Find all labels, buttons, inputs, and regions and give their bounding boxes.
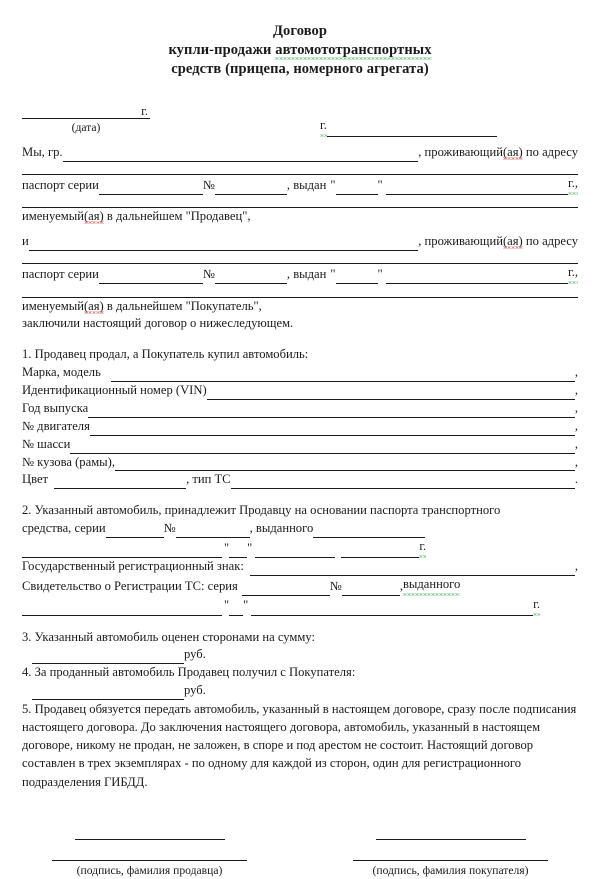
seller-issue-quote-open: " [330, 177, 336, 192]
section2-heading-line1: 2. Указанный автомобиль, принадлежит Продавцу на основании паспорта транспортного [22, 503, 501, 518]
section3-heading: 3. Указанный автомобиль оценен сторонами на сумму: [22, 629, 315, 644]
seller-issue-quote-close: " [377, 177, 383, 192]
field-engine [22, 418, 578, 436]
seller-issue-authority-input[interactable] [386, 183, 568, 195]
seller-residing-tail: по адресу [522, 144, 578, 159]
document-title [0, 0, 600, 79]
pts-date-quote-open: " [224, 540, 230, 555]
pts-number-input[interactable] [176, 526, 250, 538]
title-line-2-plain: купли-продажи [168, 41, 276, 58]
field-marka-input[interactable] [111, 370, 575, 382]
seller-name-row [22, 144, 578, 162]
certificate-issuer-continuation-input[interactable] [22, 603, 222, 615]
certificate-number-input[interactable] [342, 584, 400, 596]
certificate-row [22, 576, 578, 596]
seller-passport-extra-input[interactable] [22, 196, 578, 208]
title-line-3: средств (прицепа, номерного агрегата) [171, 60, 429, 77]
buyer-signature-block [353, 821, 548, 879]
seller-signature-line[interactable] [75, 821, 225, 840]
buyer-residing-label [418, 233, 578, 251]
spacer-before-section1 [22, 333, 578, 346]
buyer-designation-spell: (ая) [83, 298, 104, 313]
field-color-label: Цвет [22, 472, 49, 487]
buyer-residing-spell: (ая) [502, 234, 523, 249]
buyer-passport-label: паспорт серии [22, 267, 99, 282]
certificate-issued-label: выданного [403, 576, 460, 596]
buyer-issued-label: , выдан [286, 267, 327, 282]
buyer-passport-series-input[interactable] [99, 272, 203, 284]
pts-date-year-input[interactable] [341, 546, 419, 558]
seller-address-input[interactable] [22, 163, 578, 175]
certificate-date-quote-close: " [243, 598, 249, 613]
buyer-address-input[interactable] [22, 252, 578, 264]
certificate-date-day-input[interactable] [229, 603, 243, 615]
section2-pts-row [22, 520, 578, 538]
section4-heading: 4. За проданный автомобиль Продавец получил с Покупателя: [22, 665, 356, 680]
field-vin [22, 382, 578, 400]
buyer-designation-plain: именуемый [22, 298, 84, 313]
field-engine-input[interactable] [90, 424, 575, 436]
signature-area [22, 791, 578, 879]
buyer-passport-extra-input[interactable] [22, 285, 578, 297]
seller-passport-number-sign: № [202, 178, 215, 193]
field-year-label: Год выпуска [22, 400, 89, 415]
pts-series-input[interactable] [106, 526, 164, 538]
buyer-name-row [22, 233, 578, 251]
pts-issued-label: , выданного [249, 521, 314, 536]
plate-row [22, 558, 578, 576]
field-color [22, 471, 578, 489]
field-engine-label: № двигателя [22, 418, 90, 433]
field-vin-tail: , [574, 383, 578, 398]
section5-paragraph: 5. Продавец обязуется передать автомобиль, указанный в настоящем договоре, сразу после подписания настоящего договора. До заключения настоящего договора, автомобиль, указанный в настоящем договоре, никому не продан, не заложен, в споре и под арестом не состоит. Настоящий договор составлен в трех экземплярах - по одному для каждой из сторон, один для регистрационного подразделения ГИБДД. [22, 702, 577, 789]
field-engine-tail: , [574, 418, 578, 433]
section2-pts-date-row [22, 538, 578, 558]
seller-passport-label: паспорт серии [22, 178, 99, 193]
seller-designation-row [22, 208, 578, 226]
date-field-group [22, 105, 150, 137]
field-year-tail: , [574, 400, 578, 415]
pts-issuer-continuation-input[interactable] [22, 546, 222, 558]
field-chassis-label: № шасси [22, 436, 71, 451]
section3-amount-input[interactable] [32, 652, 184, 664]
buyer-issue-quote-open: " [330, 266, 336, 281]
field-color-end: . [574, 472, 578, 487]
seller-designation-plain: именуемый [22, 209, 84, 224]
pts-date-quote-close: " [247, 540, 253, 555]
section4-currency: руб. [184, 683, 206, 698]
concluded-row: заключили настоящий договор о нижеследующем. [22, 316, 294, 331]
certificate-label: Свидетельство о Регистрации ТС: серия [22, 578, 238, 593]
field-body [22, 454, 578, 472]
date-input-line[interactable]: г. [22, 105, 150, 120]
spacer-after-date [22, 137, 578, 144]
field-chassis-input[interactable] [70, 441, 574, 453]
buyer-issue-day-input[interactable] [336, 272, 378, 284]
section1-heading: 1. Продавец продал, а Покупатель купил автомобиль: [22, 347, 309, 362]
buyer-signature-line[interactable] [376, 821, 526, 840]
seller-signature-block [52, 821, 247, 879]
title-misspelled-word: автомототранспортных [275, 41, 432, 58]
city-label: г. [320, 117, 327, 137]
field-vin-input[interactable] [207, 388, 575, 400]
document-body [0, 79, 600, 879]
buyer-name-input[interactable] [29, 239, 418, 251]
seller-designation-spell: (ая) [83, 209, 104, 224]
and-label: и [22, 234, 29, 249]
certificate-date-rest-input[interactable] [251, 603, 533, 615]
seller-name-signature-line[interactable] [52, 840, 247, 861]
pts-year-suffix: г. [419, 538, 426, 558]
city-input-line[interactable] [327, 125, 497, 137]
buyer-residing-tail: по адресу [522, 234, 578, 249]
buyer-issue-quote-close: " [377, 266, 383, 281]
field-vehicle-type-input[interactable] [231, 477, 575, 489]
field-chassis [22, 436, 578, 454]
pts-date-month-input[interactable] [255, 546, 335, 558]
seller-signature-caption: (подпись, фамилия продавца) [76, 863, 223, 877]
section3-currency: руб. [184, 647, 206, 662]
field-marka-tail: , [574, 365, 578, 380]
seller-issue-year-suffix: г., [568, 175, 578, 195]
seller-issued-label: , выдан [286, 178, 327, 193]
buyer-designation-row [22, 298, 578, 316]
seller-residing-label [418, 144, 578, 162]
buyer-issue-authority-input[interactable] [386, 272, 568, 284]
field-body-input[interactable] [115, 459, 575, 471]
title-line-1: Договор [272, 23, 328, 39]
field-body-tail: , [574, 454, 578, 469]
buyer-signature-caption: (подпись, фамилия покупателя) [372, 863, 529, 877]
field-year-input[interactable] [88, 406, 575, 418]
field-vehicle-type-label: , тип ТС [186, 472, 231, 487]
seller-issue-day-input[interactable] [336, 183, 378, 195]
field-year [22, 400, 578, 418]
seller-passport-series-input[interactable] [99, 183, 203, 195]
field-marka-label: Марка, модель [22, 365, 101, 380]
section2-pts-label: средства, серии [22, 521, 106, 536]
field-body-label: № кузова (рамы), [22, 454, 115, 469]
section4-amount-input[interactable] [32, 688, 184, 700]
seller-name-input[interactable] [63, 150, 419, 162]
buyer-residing-plain: , проживающий [418, 234, 503, 249]
pts-number-sign: № [163, 521, 176, 536]
pts-issued-by-input[interactable] [313, 526, 425, 538]
plate-tail: , [574, 558, 578, 573]
seller-residing-plain: , проживающий [418, 144, 503, 159]
buyer-passport-number-sign: № [202, 267, 215, 282]
buyer-issue-year-suffix: г., [568, 264, 578, 284]
certificate-number-sign: № [329, 578, 342, 593]
title-line-2 [0, 41, 600, 60]
buyer-passport-row [22, 264, 578, 284]
seller-designation-tail: в дальнейшем "Продавец", [103, 209, 251, 224]
section3-amount-row [22, 646, 578, 664]
plate-label: Государственный регистрационный знак: [22, 558, 244, 573]
buyer-name-signature-line[interactable] [353, 840, 548, 861]
seller-passport-number-input[interactable] [215, 183, 287, 195]
date-caption: (дата) [71, 121, 101, 135]
buyer-designation-tail: в дальнейшем "Покупатель", [103, 298, 262, 313]
field-marka [22, 364, 578, 382]
spacer-before-section3 [22, 616, 578, 629]
spacer-seller-buyer [22, 226, 578, 233]
we-label: Мы, гр. [22, 144, 63, 159]
certificate-issued-comma: , [399, 578, 403, 593]
pts-date-day-input[interactable] [229, 546, 247, 558]
certificate-series-input[interactable] [242, 584, 330, 596]
seller-passport-row [22, 175, 578, 195]
plate-input[interactable] [250, 564, 575, 576]
certificate-date-row [22, 596, 578, 616]
seller-residing-spell: (ая) [502, 144, 523, 159]
certificate-year-suffix: г. [533, 596, 540, 616]
spacer-before-section2 [22, 489, 578, 502]
buyer-passport-number-input[interactable] [215, 272, 287, 284]
field-chassis-tail: , [574, 436, 578, 451]
certificate-date-quote-open: " [224, 598, 230, 613]
field-color-input[interactable] [54, 477, 186, 489]
field-vin-label: Идентификационный номер (VIN) [22, 383, 207, 398]
section4-amount-row [22, 682, 578, 700]
date-city-row [22, 79, 578, 137]
